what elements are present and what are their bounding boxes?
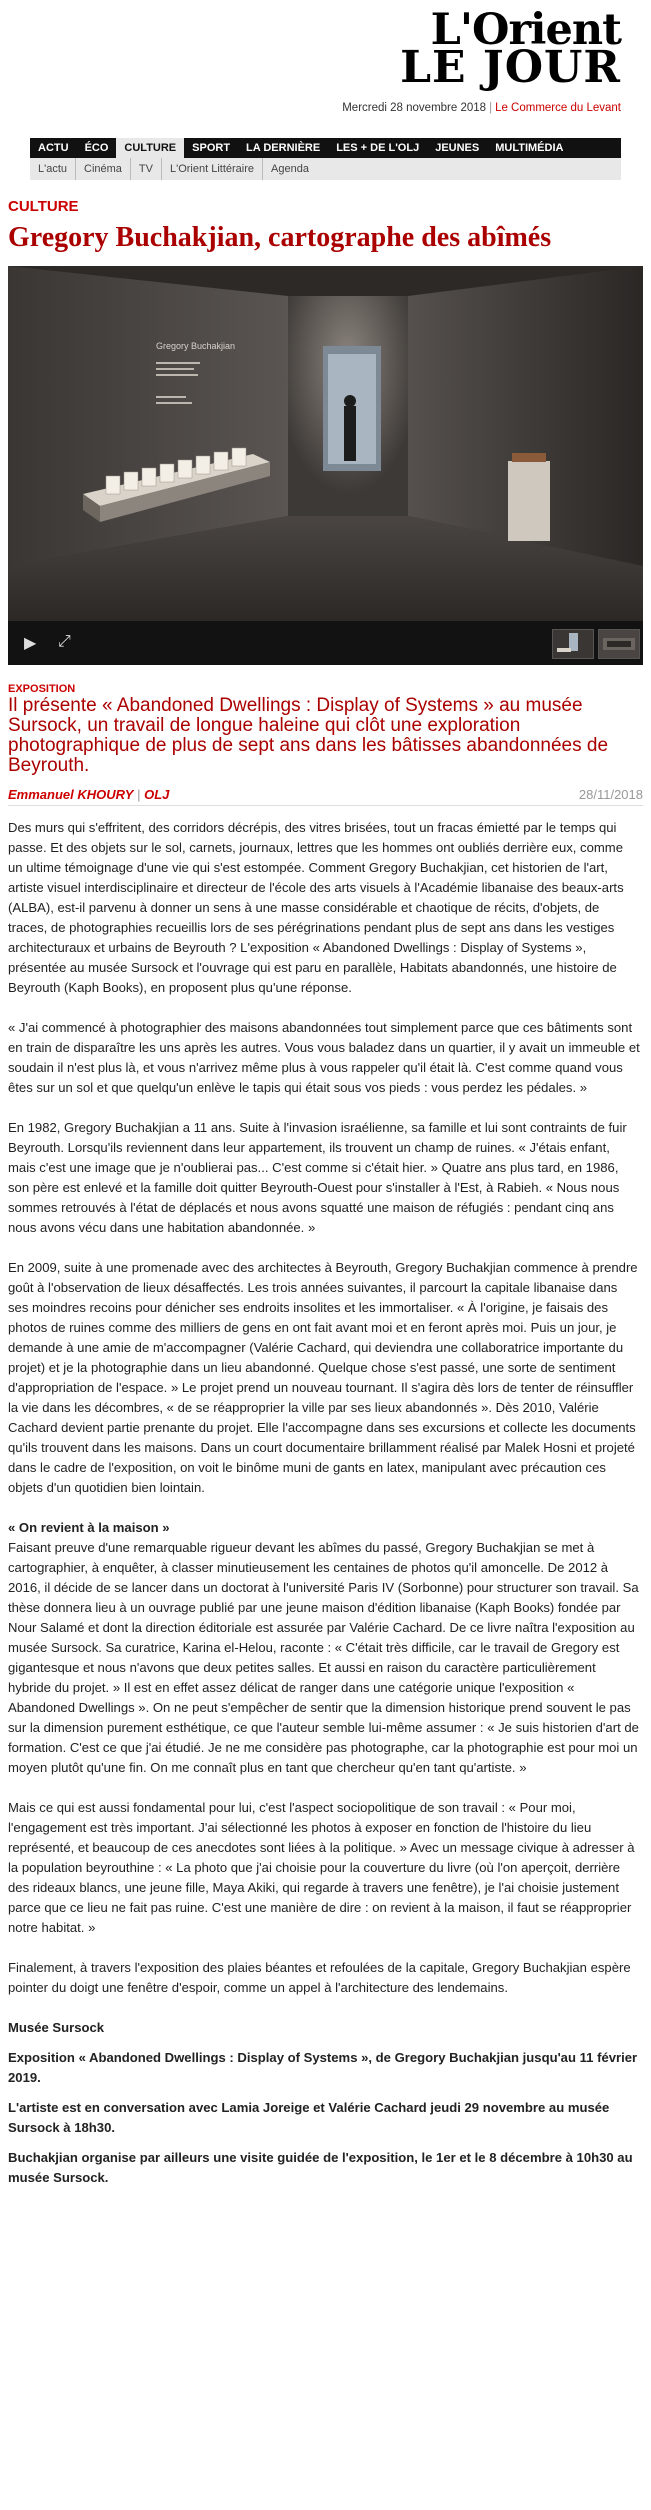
- nav-item-multimedia[interactable]: MULTIMÉDIA: [495, 142, 564, 154]
- fullscreen-icon[interactable]: ⤢: [58, 633, 71, 650]
- subnav-item-actu[interactable]: L'actu: [30, 158, 76, 180]
- main-nav: [30, 138, 621, 158]
- dateline: [342, 102, 621, 114]
- dateline-separator: |: [489, 102, 493, 114]
- info-heading: Musée Sursock: [8, 2020, 105, 2035]
- subnav-item-tv[interactable]: TV: [131, 158, 162, 180]
- article-standfirst: Il présente « Abandoned Dwellings : Display of Systems » au musée Sursock, un travail de longue haleine qui clôt une exploration photographique de plus de sept ans dans les bâtisses abandonnées de Beyrouth.: [8, 695, 609, 776]
- logo-line-2: LE JOUR: [400, 41, 621, 93]
- publication-link[interactable]: OLJ: [144, 787, 170, 802]
- wall-text-title: Gregory Buchakjian: [156, 341, 236, 351]
- paragraph: Finalement, à travers l'exposition des plaies béantes et refoulées de la capitale, Gregory Buchakjian espère pointer du doigt une fenêtre d'espoir, comme un appel à l'architecture des lendemains.: [8, 1960, 631, 1995]
- current-date: Mercredi 28 novembre 2018: [342, 102, 487, 114]
- nav-item-eco[interactable]: ÉCO: [84, 142, 109, 154]
- byline-separator: |: [137, 787, 141, 802]
- display-plinth: [508, 453, 550, 541]
- article-title: Gregory Buchakjian, cartographe des abîmés: [8, 222, 552, 253]
- nav-item-jeunes[interactable]: JEUNES: [435, 142, 480, 154]
- nav-item-sport[interactable]: SPORT: [192, 142, 231, 154]
- gallery-thumbnail-1[interactable]: [552, 629, 594, 659]
- paragraph: Faisant preuve d'une remarquable rigueur devant les abîmes du passé, Gregory Buchakjian se met à cartographier, à enquêter, à classer minutieusement les centaines de photos qu'il amoncelle. De 2012 à 2016, il décide de se lancer dans un doctorat à l'université Paris IV (Sorbonne) pour structurer son travail. Sa thèse donnera lieu à un ouvrage publié par une jeune maison d'édition libanaise (Kaph Books) fondée par Nour Salamé et dont la direction éditoriale est assurée par Valérie Cachard. De ce livre naîtra l'exposition au musée Sursock. Sa curatrice, Karina el-Helou, raconte : « C'était très difficile, car le travail de Gregory est gigantesque et nous n'avons que deux petites salles. Et aussi en raison du caractère particulièrement hybride du projet. » Il est en effet assez délicat de ranger dans une catégorie unique l'exposition « Abandoned Dwellings ». On ne peut s'empêcher de sentir que la dimension historique prend souvent le pas sur la dimension purement esthétique, ce que l'auteur semble lui-même assumer : « Je suis historien d'art de formation. C'est ce que j'ai étudié. Je ne me considère pas photographe, car la photographie est pour moi un moyen plutôt qu'une fin. On me connaît plus en tant que chercheur qu'en tant qu'artiste. »: [8, 1540, 639, 1775]
- article-kicker: EXPOSITION: [8, 683, 76, 695]
- info-item: Buchakjian organise par ailleurs une visite guidée de l'exposition, le 1er et le 8 décembre à 10h30 au musée Sursock.: [8, 2150, 633, 2185]
- article-body: [8, 818, 640, 2208]
- info-item: L'artiste est en conversation avec Lamia Joreige et Valérie Cachard jeudi 29 novembre au musée Sursock à 18h30.: [8, 2100, 610, 2135]
- logo-line-1: L'Orient: [430, 5, 621, 55]
- publish-date: 28/11/2018: [578, 787, 643, 802]
- commerce-du-levant-link[interactable]: Le Commerce du Levant: [495, 102, 621, 114]
- photo-gallery: [8, 266, 643, 665]
- nav-item-les-plus-olj[interactable]: LES + DE L'OLJ: [336, 142, 420, 154]
- paragraph: En 1982, Gregory Buchakjian a 11 ans. Suite à l'invasion israélienne, sa famille et lui sont contraints de fuir Beyrouth. Lorsqu'ils reviennent dans leur appartement, ils trouvent un champ de ruines. « J'étais enfant, mais c'est une image que je n'oublierai pas... C'est comme si c'était hier. » Quatre ans plus tard, en 1986, son père est enlevé et la famille doit quitter Beyrouth-Ouest pour s'installer à l'Est, à Rabieh. « Nous nous sommes retrouvés à l'état de déplacés et nous avons squatté une maison de réfugiés : pendant cinq ans nous avons vécu dans une habitation abandonnée. »: [8, 1120, 627, 1235]
- nav-item-la-derniere[interactable]: LA DERNIÈRE: [246, 142, 321, 154]
- nav-item-culture[interactable]: CULTURE: [116, 138, 184, 158]
- paragraph: Mais ce qui est aussi fondamental pour lui, c'est l'aspect sociopolitique de son travail : « Pour moi, l'engagement est très important. J'ai sélectionné les photos à exposer en fonction de l'histoire du lieu représenté, et beaucoup de ces anecdotes sont liées à la politique. » Avec un message civique à adresser à la population beyrouthine : « La photo que j'ai choisie pour la couverture du livre (où l'on aperçoit, derrière des rideaux blancs, une jeune fille, Maya Akiki, qui regarde à travers une fenêtre), je l'ai choisie justement parce que ce lieu ne fait pas ruine. C'est une manière de dire : on revient à la maison, il faut se réapproprier notre habitat. »: [8, 1800, 635, 1935]
- subnav-item-cinema[interactable]: Cinéma: [76, 158, 131, 180]
- masthead: [0, 0, 651, 133]
- paragraph: Des murs qui s'effritent, des corridors décrépis, des vitres brisées, tout un fracas émietté par le temps qui passe. Et des objets sur le sol, carnets, journaux, lettres que les hommes ont oubliés derrière eux, comme un ultime témoignage d'une vie qui s'est estompée. Comment Gregory Buchakjian, cet historien de l'art, artiste visuel interdisciplinaire et directeur de l'école des arts visuels à l'Académie libanaise des beaux-arts (ALBA), est-il parvenu à donner un sens à une masse considérable et chaotique de récits, d'objets, de traces, de photographies recueillis lors de ses pérégrinations pendant plus de sept ans dans les vestiges architecturaux et urbains de Beyrouth ? L'exposition « Abandoned Dwellings : Display of Systems », présentée au musée Sursock et l'ouvrage qui est paru en parallèle, Habitats abandonnés, une histoire de Beyrouth (Kaph Books), en proposent plus qu'une réponse.: [8, 820, 624, 995]
- gallery-photo[interactable]: [8, 266, 643, 621]
- paragraph: En 2009, suite à une promenade avec des architectes à Beyrouth, Gregory Buchakjian commence à prendre goût à l'observation de lieux désaffectés. Les trois années suivantes, il parcourt la capitale libanaise dans ses moindres recoins pour dénicher ses endroits insolites et les immortaliser. « À l'origine, je faisais des photos de ruines comme des milliers de gens en ont fait avant moi et en feront après moi. Puis un jour, je demande à une amie de m'accompagner (Valérie Cachard, qui deviendra une collaboratrice importante du projet) et je la photographie dans un lieu abandonné. Quelque chose s'est passé, une sorte de sentiment d'appropriation de l'espace. » Le projet prend un nouveau tournant. Il s'agira dès lors de tenter de réinsuffler la vie dans les décombres, « de se réapproprier la ville par ses lieux abandonnés ». Dès 2010, Valérie Cachard devient partie prenante du projet. Elle l'accompagne dans ses excursions et collecte les documents qu'ils trouvent dans les maisons. Dans un court documentaire brillamment réalisé par Malek Hosni et projeté dans le cadre de l'exposition, on voit le binôme muni de gants en latex, manipulant avec précaution ces objets d'un quotidien bien lointain.: [8, 1260, 638, 1495]
- byline: [8, 787, 643, 802]
- gallery-thumbnail-2[interactable]: [598, 629, 640, 659]
- subnav-item-agenda[interactable]: Agenda: [271, 163, 309, 175]
- info-item: Exposition « Abandoned Dwellings : Display of Systems », de Gregory Buchakjian jusqu'au 11 février 2019.: [8, 2050, 638, 2085]
- nav-item-actu[interactable]: ACTU: [38, 142, 69, 154]
- site-logo[interactable]: [400, 5, 621, 93]
- play-icon[interactable]: ▶: [24, 635, 37, 652]
- paragraph: « J'ai commencé à photographier des maisons abandonnées tout simplement parce que ces bâtiments sont en train de disparaître les uns après les autres. Vous vous baladez dans un quartier, il y avait un immeuble et soudain il n'est plus là, et vous n'arrivez même plus à vous rappeler qu'il était là. C'est comme quand vous êtes sur un sol et que quelqu'un enlève le tapis qui était sous vos pieds : vous perdez les pédales. »: [8, 1020, 640, 1095]
- article-subhead: « On revient à la maison »: [8, 1520, 170, 1535]
- author-link[interactable]: Emmanuel KHOURY: [8, 787, 134, 802]
- section-label[interactable]: CULTURE: [8, 198, 79, 215]
- byline-divider: [8, 805, 643, 806]
- subnav-item-orient-litteraire[interactable]: L'Orient Littéraire: [162, 158, 263, 180]
- sub-nav: [30, 158, 621, 180]
- gallery-controls: [8, 621, 643, 665]
